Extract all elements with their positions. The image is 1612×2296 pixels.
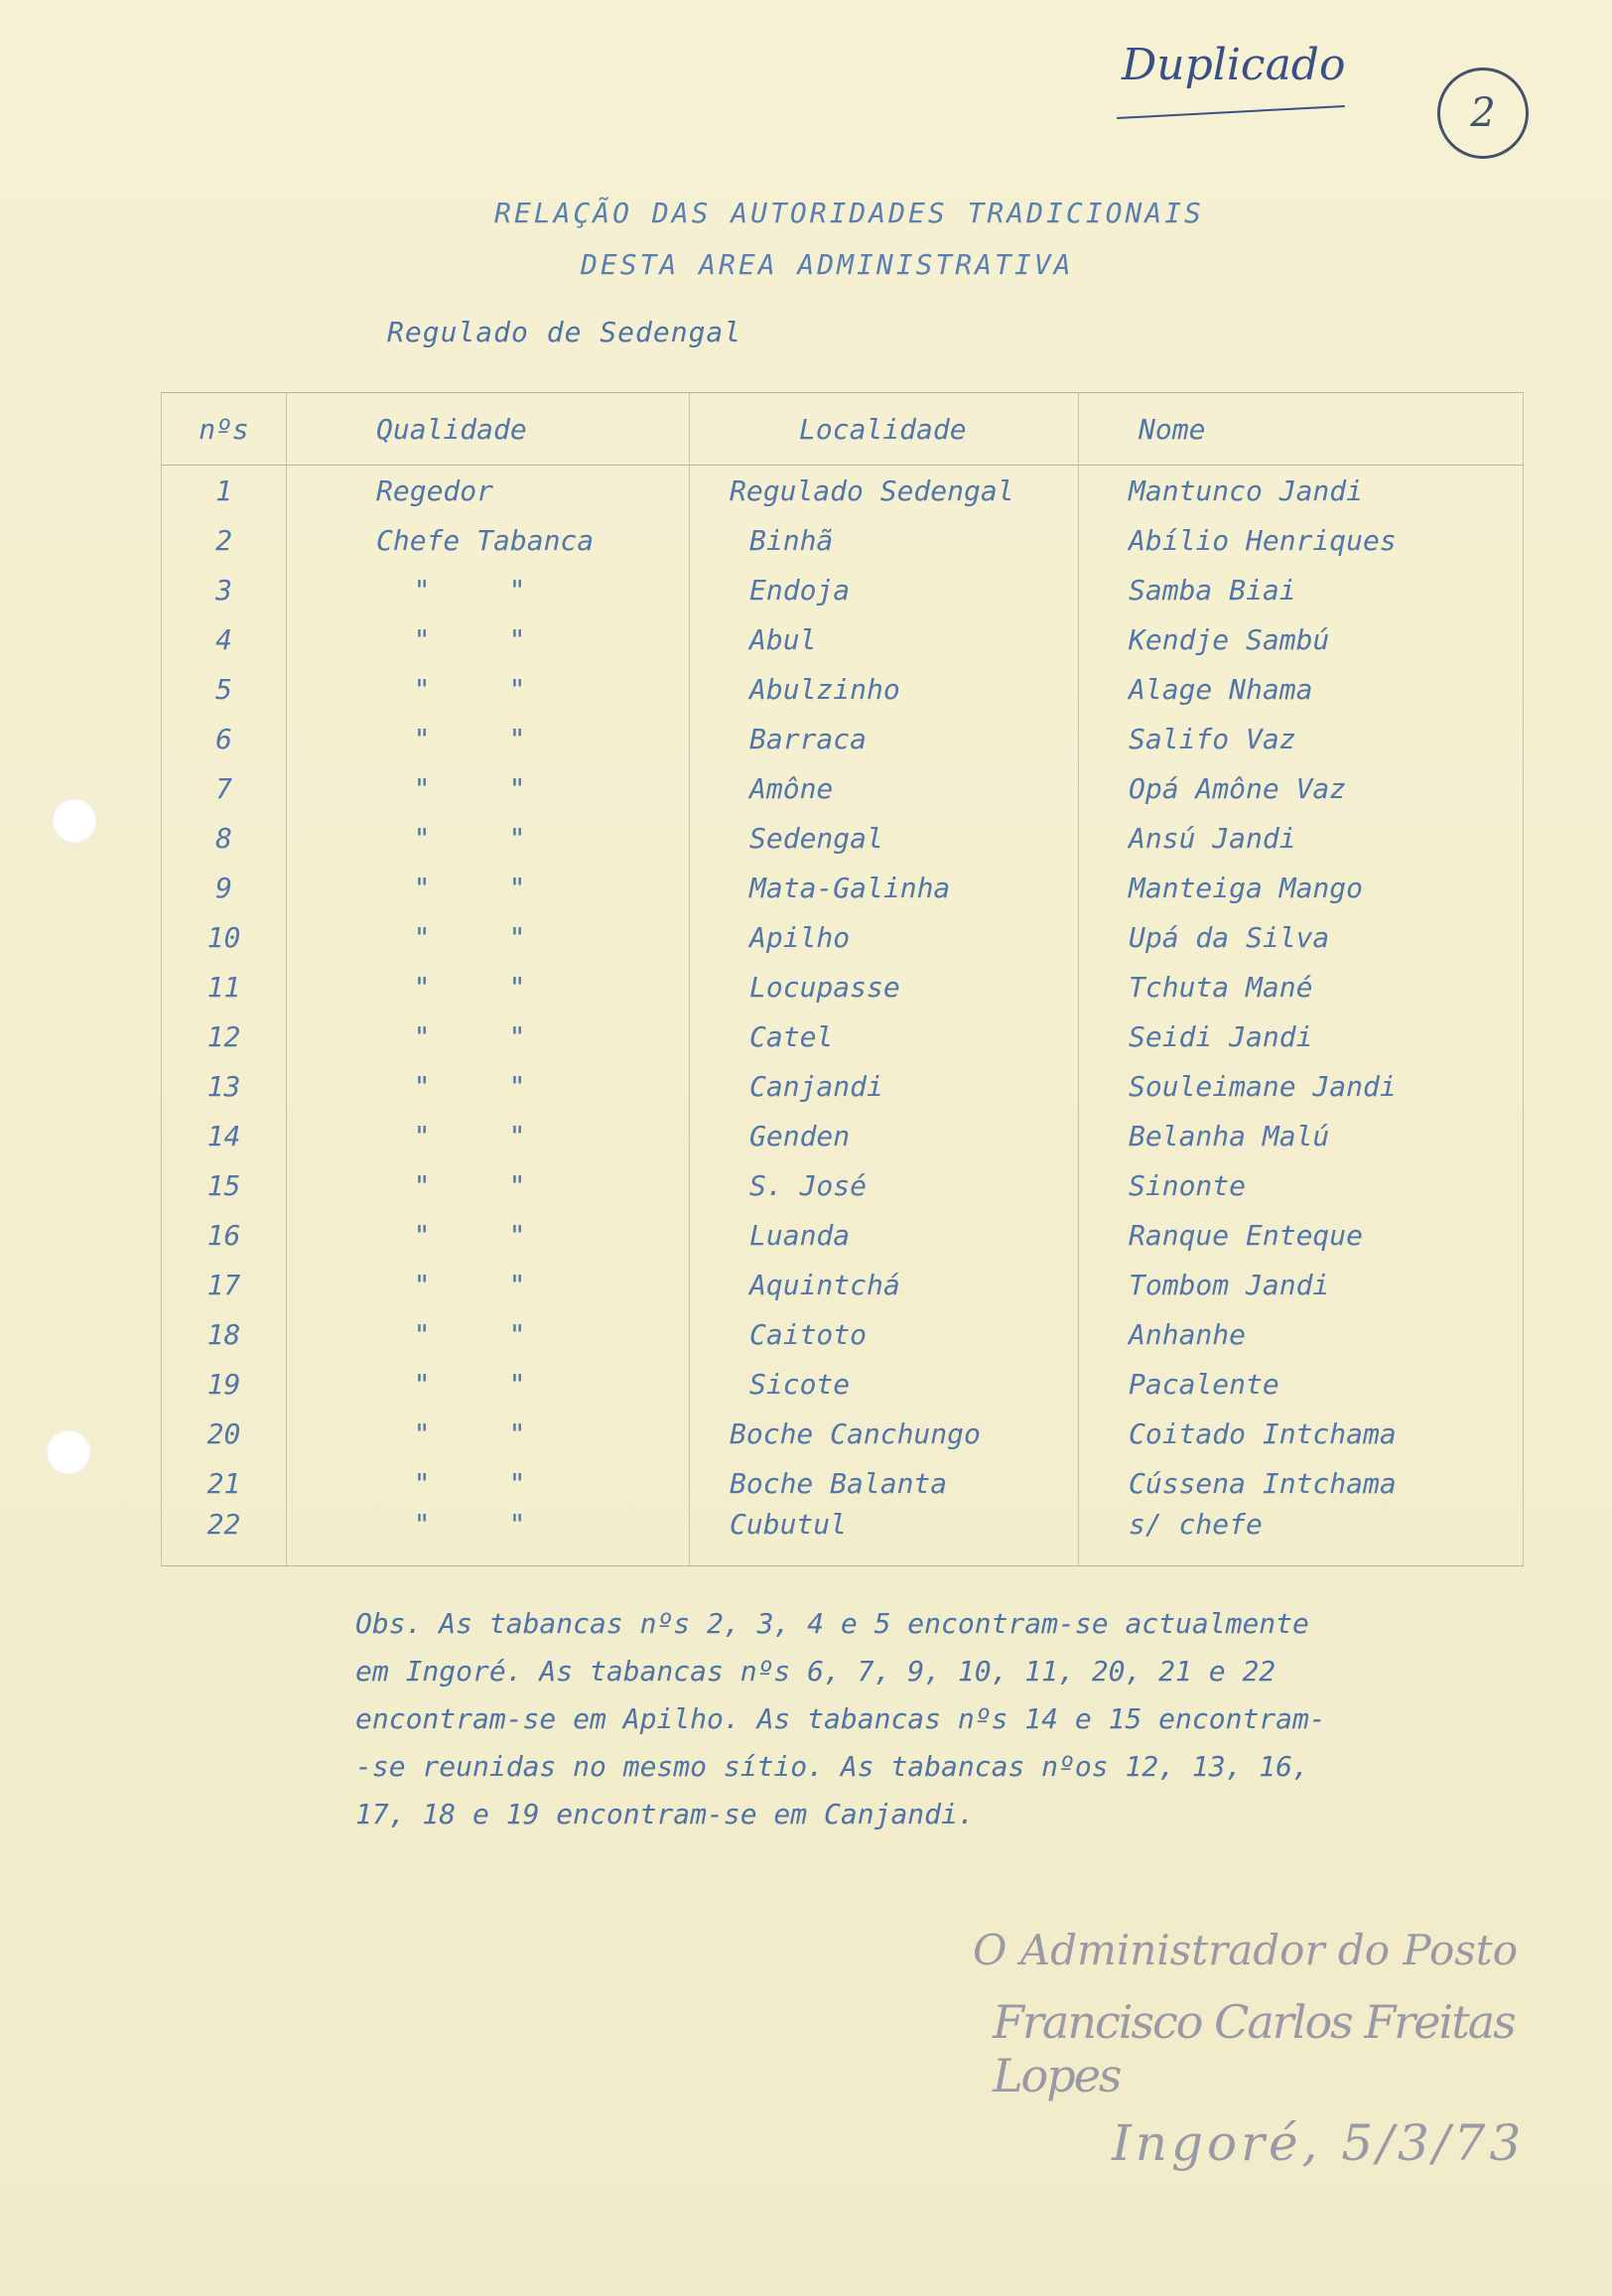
- ditto-mark: ": [413, 1119, 431, 1152]
- column-header-localidade: Localidade: [690, 393, 1079, 466]
- ditto-mark: ": [413, 1168, 431, 1202]
- signature-title: O Administrador do Posto: [973, 1926, 1518, 1974]
- table-row: [162, 1160, 1524, 1210]
- table-row: [162, 912, 1524, 962]
- ditto-mark: ": [508, 1218, 526, 1252]
- row-qualidade-ditto: [287, 1210, 690, 1260]
- ditto-mark: ": [508, 1069, 526, 1103]
- row-qualidade-ditto: [287, 1359, 690, 1409]
- observations-line: encontram-se em Apilho. As tabancas nºs 14 e 15 encontram-: [355, 1702, 1326, 1735]
- ditto-mark: ": [413, 1417, 431, 1450]
- row-number: 18: [162, 1309, 287, 1359]
- row-number: 8: [162, 813, 287, 863]
- row-nome: Cússena Intchama: [1079, 1458, 1524, 1508]
- table-row: [162, 466, 1524, 516]
- document-title-line2: DESTA AREA ADMINISTRATIVA: [581, 248, 1074, 281]
- row-nome: Pacalente: [1079, 1359, 1524, 1409]
- row-qualidade-ditto: [287, 1012, 690, 1061]
- table-row: [162, 1359, 1524, 1409]
- row-nome: Mantunco Jandi: [1079, 466, 1524, 516]
- row-number: 3: [162, 565, 287, 614]
- table-row: [162, 763, 1524, 813]
- row-qualidade-ditto: [287, 1309, 690, 1359]
- row-localidade: Amône: [690, 763, 1079, 813]
- row-localidade: Genden: [690, 1111, 1079, 1160]
- ditto-mark: ": [413, 1019, 431, 1053]
- row-qualidade: Chefe Tabanca: [287, 515, 690, 565]
- observations-line: em Ingoré. As tabancas nºs 6, 7, 9, 10, 11, 20, 21 e 22: [355, 1655, 1276, 1688]
- ditto-mark: ": [508, 970, 526, 1004]
- row-localidade: Sedengal: [690, 813, 1079, 863]
- row-localidade: Locupasse: [690, 962, 1079, 1012]
- observations-line: -se reunidas no mesmo sítio. As tabancas nºos 12, 13, 16,: [355, 1750, 1309, 1783]
- ditto-mark: ": [508, 573, 526, 607]
- table-row: [162, 714, 1524, 763]
- row-localidade: Mata-Galinha: [690, 863, 1079, 912]
- table-body: [162, 466, 1524, 1566]
- row-qualidade-ditto: [287, 565, 690, 614]
- punch-hole-lower: [46, 1429, 91, 1475]
- row-nome: Tombom Jandi: [1079, 1260, 1524, 1309]
- row-qualidade-ditto: [287, 614, 690, 664]
- row-localidade: Regulado Sedengal: [690, 466, 1079, 516]
- ditto-mark: ": [413, 771, 431, 805]
- ditto-mark: ": [508, 871, 526, 904]
- observations-line: 17, 18 e 19 encontram-se em Canjandi.: [355, 1798, 975, 1830]
- row-nome: Seidi Jandi: [1079, 1012, 1524, 1061]
- page-number: 2: [1437, 68, 1529, 159]
- ditto-mark: ": [508, 1317, 526, 1351]
- table-row: [162, 1260, 1524, 1309]
- row-number: 22: [162, 1508, 287, 1566]
- duplicate-mark: Duplicado: [1122, 40, 1346, 90]
- ditto-mark: ": [413, 871, 431, 904]
- row-localidade: Barraca: [690, 714, 1079, 763]
- row-number: 17: [162, 1260, 287, 1309]
- row-qualidade-ditto: [287, 1160, 690, 1210]
- row-nome: Coitado Intchama: [1079, 1409, 1524, 1458]
- row-number: 7: [162, 763, 287, 813]
- ditto-mark: ": [413, 1508, 431, 1541]
- table-row: [162, 1210, 1524, 1260]
- row-qualidade-ditto: [287, 1508, 690, 1566]
- row-number: 11: [162, 962, 287, 1012]
- row-nome: Samba Biai: [1079, 565, 1524, 614]
- row-localidade: Canjandi: [690, 1061, 1079, 1111]
- row-qualidade-ditto: [287, 664, 690, 714]
- ditto-mark: ": [413, 672, 431, 706]
- row-number: 13: [162, 1061, 287, 1111]
- row-nome: Belanha Malú: [1079, 1111, 1524, 1160]
- row-number: 5: [162, 664, 287, 714]
- ditto-mark: ": [413, 1218, 431, 1252]
- observations-line: Obs. As tabancas nºs 2, 3, 4 e 5 encontram-se actualmente: [355, 1607, 1309, 1640]
- row-nome: Upá da Silva: [1079, 912, 1524, 962]
- row-nome: s/ chefe: [1079, 1508, 1524, 1566]
- row-nome: Tchuta Mané: [1079, 962, 1524, 1012]
- row-qualidade-ditto: [287, 863, 690, 912]
- row-nome: Kendje Sambú: [1079, 614, 1524, 664]
- row-localidade: Catel: [690, 1012, 1079, 1061]
- row-nome: Souleimane Jandi: [1079, 1061, 1524, 1111]
- ditto-mark: ": [508, 1417, 526, 1450]
- row-localidade: Boche Canchungo: [690, 1409, 1079, 1458]
- ditto-mark: ": [413, 1268, 431, 1301]
- row-qualidade-ditto: [287, 1111, 690, 1160]
- table-row: [162, 813, 1524, 863]
- table-row: [162, 863, 1524, 912]
- row-qualidade-ditto: [287, 912, 690, 962]
- ditto-mark: ": [413, 1069, 431, 1103]
- row-number: 21: [162, 1458, 287, 1508]
- ditto-mark: ": [413, 920, 431, 954]
- row-qualidade: Regedor: [287, 466, 690, 516]
- ditto-mark: ": [508, 1119, 526, 1152]
- table-header-row: [162, 393, 1524, 466]
- ditto-mark: ": [508, 722, 526, 755]
- row-nome: Opá Amône Vaz: [1079, 763, 1524, 813]
- table-row: [162, 1061, 1524, 1111]
- row-number: 14: [162, 1111, 287, 1160]
- row-nome: Ansú Jandi: [1079, 813, 1524, 863]
- row-number: 6: [162, 714, 287, 763]
- row-localidade: S. José: [690, 1160, 1079, 1210]
- row-localidade: Endoja: [690, 565, 1079, 614]
- ditto-mark: ": [508, 1168, 526, 1202]
- ditto-mark: ": [413, 1466, 431, 1500]
- row-number: 1: [162, 466, 287, 516]
- row-nome: Ranque Enteque: [1079, 1210, 1524, 1260]
- row-localidade: Aquintchá: [690, 1260, 1079, 1309]
- row-number: 12: [162, 1012, 287, 1061]
- ditto-mark: ": [508, 1019, 526, 1053]
- column-header-nome: Nome: [1079, 393, 1524, 466]
- row-qualidade-ditto: [287, 962, 690, 1012]
- observations-note: [355, 1600, 1408, 1838]
- row-number: 15: [162, 1160, 287, 1210]
- document-subtitle: Regulado de Sedengal: [387, 316, 742, 348]
- ditto-mark: ": [508, 771, 526, 805]
- row-number: 2: [162, 515, 287, 565]
- table-row: [162, 1309, 1524, 1359]
- ditto-mark: ": [508, 1268, 526, 1301]
- ditto-mark: ": [508, 1367, 526, 1401]
- row-number: 9: [162, 863, 287, 912]
- table-row: [162, 1458, 1524, 1508]
- punch-hole-upper: [52, 798, 97, 844]
- table-row: [162, 565, 1524, 614]
- row-qualidade-ditto: [287, 1061, 690, 1111]
- table-row: [162, 1409, 1524, 1458]
- table-row: [162, 962, 1524, 1012]
- ditto-mark: ": [413, 1367, 431, 1401]
- row-localidade: Sicote: [690, 1359, 1079, 1409]
- ditto-mark: ": [413, 573, 431, 607]
- ditto-mark: ": [508, 1508, 526, 1541]
- row-localidade: Abul: [690, 614, 1079, 664]
- row-qualidade-ditto: [287, 813, 690, 863]
- row-nome: Salifo Vaz: [1079, 714, 1524, 763]
- row-localidade: Cubutul: [690, 1508, 1079, 1566]
- row-nome: Anhanhe: [1079, 1309, 1524, 1359]
- table-row: [162, 1111, 1524, 1160]
- row-nome: Manteiga Mango: [1079, 863, 1524, 912]
- table-row: [162, 1508, 1524, 1566]
- row-number: 4: [162, 614, 287, 664]
- row-nome: Sinonte: [1079, 1160, 1524, 1210]
- ditto-mark: ": [413, 722, 431, 755]
- signature-place-date: Ingoré, 5/3/73: [1112, 2114, 1526, 2172]
- table-row: [162, 614, 1524, 664]
- row-qualidade-ditto: [287, 763, 690, 813]
- row-number: 16: [162, 1210, 287, 1260]
- authorities-table: [161, 392, 1524, 1566]
- row-localidade: Luanda: [690, 1210, 1079, 1260]
- table-row: [162, 664, 1524, 714]
- ditto-mark: ": [413, 970, 431, 1004]
- table-row: [162, 1012, 1524, 1061]
- ditto-mark: ": [413, 622, 431, 656]
- table-row: [162, 515, 1524, 565]
- row-localidade: Abulzinho: [690, 664, 1079, 714]
- row-number: 19: [162, 1359, 287, 1409]
- ditto-mark: ": [508, 821, 526, 855]
- row-number: 10: [162, 912, 287, 962]
- row-localidade: Caitoto: [690, 1309, 1079, 1359]
- handwritten-signature: Francisco Carlos Freitas Lopes: [993, 1995, 1515, 2102]
- ditto-mark: ": [508, 672, 526, 706]
- row-qualidade-ditto: [287, 1409, 690, 1458]
- row-localidade: Binhã: [690, 515, 1079, 565]
- row-localidade: Boche Balanta: [690, 1458, 1079, 1508]
- row-qualidade-ditto: [287, 714, 690, 763]
- row-localidade: Apilho: [690, 912, 1079, 962]
- row-number: 20: [162, 1409, 287, 1458]
- ditto-mark: ": [413, 1317, 431, 1351]
- ditto-mark: ": [413, 821, 431, 855]
- document-title-line1: RELAÇÃO DAS AUTORIDADES TRADICIONAIS: [494, 197, 1204, 229]
- duplicate-mark-underline: [1117, 105, 1345, 119]
- row-nome: Abílio Henriques: [1079, 515, 1524, 565]
- ditto-mark: ": [508, 622, 526, 656]
- row-qualidade-ditto: [287, 1458, 690, 1508]
- column-header-qualidade: Qualidade: [287, 393, 690, 466]
- row-qualidade-ditto: [287, 1260, 690, 1309]
- row-nome: Alage Nhama: [1079, 664, 1524, 714]
- ditto-mark: ": [508, 1466, 526, 1500]
- ditto-mark: ": [508, 920, 526, 954]
- column-header-num: nºs: [162, 393, 287, 466]
